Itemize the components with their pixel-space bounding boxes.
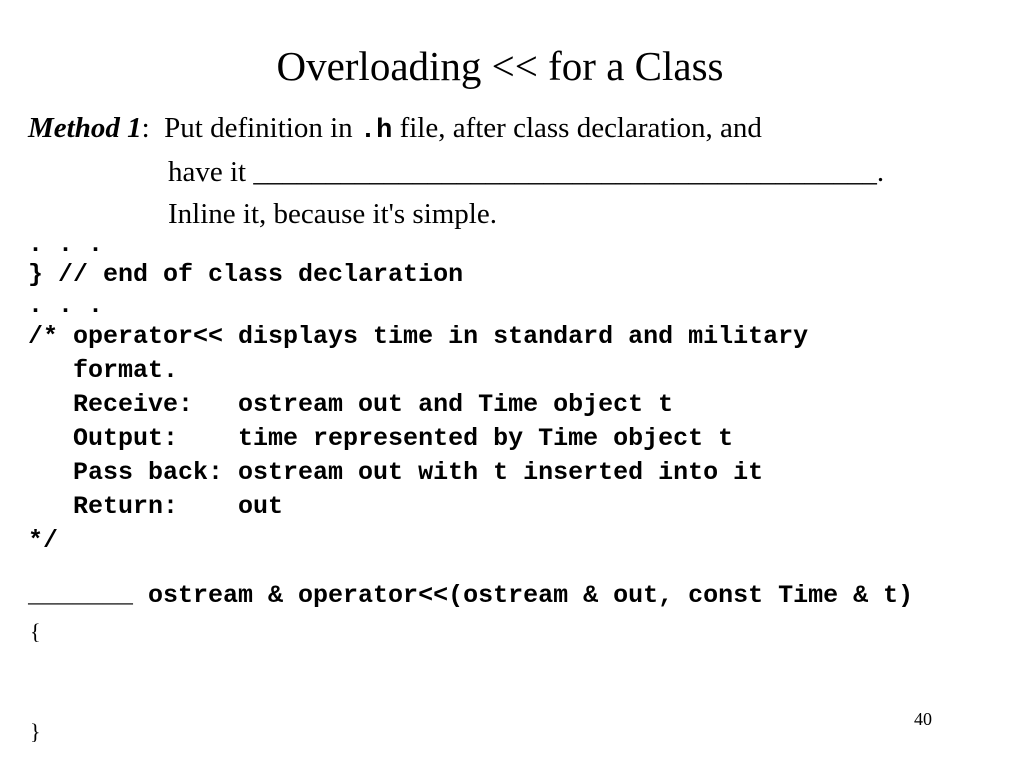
- method-line-3: Inline it, because it's simple.: [168, 198, 497, 230]
- method-line-2: have it ___________________________________________.: [168, 156, 885, 188]
- slide-title: Overloading << for a Class: [276, 43, 724, 89]
- code-line-ellipsis-2: . . .: [28, 291, 104, 320]
- code-comment-line-2: format.: [28, 356, 179, 385]
- code-comment-close: */: [28, 526, 59, 555]
- code-comment-receive: Receive: ostream out and Time object t: [28, 390, 674, 419]
- method-line-1: [28, 110, 762, 149]
- open-brace: {: [30, 619, 41, 644]
- method-label: Method 1: [28, 112, 142, 144]
- close-brace: }: [30, 719, 41, 744]
- method-text-before-code: Put definition in: [164, 112, 360, 144]
- code-function-signature: _______ ostream & operator<<(ostream & out, const Time & t): [28, 581, 914, 610]
- code-comment-output: Output: time represented by Time object t: [28, 424, 734, 453]
- method-text-after-code: file, after class declaration, and: [392, 112, 762, 144]
- page-number: 40: [914, 709, 932, 729]
- method-colon: :: [141, 112, 150, 144]
- code-comment-line-1: /* operator<< displays time in standard and military: [28, 322, 809, 351]
- code-line-end-class: } // end of class declaration: [28, 260, 464, 289]
- code-comment-pass-back: Pass back: ostream out with t inserted into it: [28, 458, 764, 487]
- code-line-ellipsis-1: . . .: [28, 230, 104, 259]
- h-file-code: .h: [359, 116, 393, 146]
- code-comment-return: Return: out: [28, 492, 284, 521]
